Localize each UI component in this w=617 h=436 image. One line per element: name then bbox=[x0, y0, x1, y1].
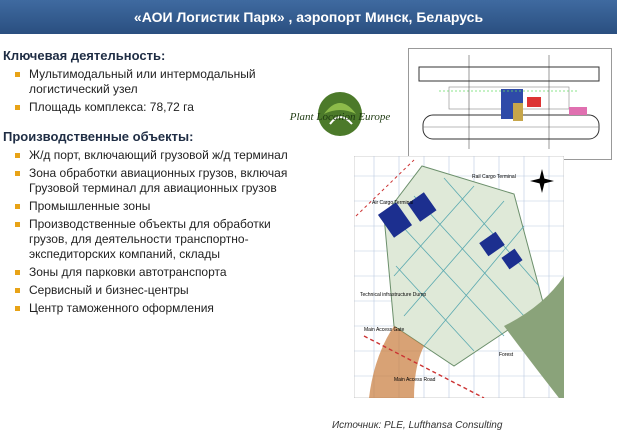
page-title-bar bbox=[0, 0, 617, 34]
list-item: Мультимодальный или интермодальный логистический узел bbox=[3, 67, 303, 97]
label-forest: Forest bbox=[499, 352, 514, 358]
plant-location-europe-logo bbox=[284, 84, 396, 156]
logo-text: Plant Location Europe bbox=[289, 111, 391, 123]
list-item: Площадь комплекса: 78,72 га bbox=[3, 100, 303, 115]
content-column bbox=[3, 48, 303, 319]
list-item: Промышленные зоны bbox=[3, 199, 303, 214]
airport-overview-map bbox=[408, 48, 612, 160]
label-main-access-road: Main Access Road bbox=[394, 377, 436, 383]
key-activity-list bbox=[3, 67, 303, 115]
source-caption: Источник: PLE, Lufthansa Consulting bbox=[332, 420, 503, 431]
list-item: Производственные объекты для обработки грузов, для деятельности транспортно-экспедиторских компаний, склады bbox=[3, 217, 303, 262]
label-main-access-gate: Main Access Gate bbox=[364, 327, 405, 333]
list-item: Ж/д порт, включающий грузовой ж/д терминал bbox=[3, 148, 303, 163]
list-item: Центр таможенного оформления bbox=[3, 301, 303, 316]
list-item: Сервисный и бизнес-центры bbox=[3, 283, 303, 298]
list-item: Зона обработки авиационных грузов, включая Грузовой терминал для авиационных грузов bbox=[3, 166, 303, 196]
label-air-cargo: Air Cargo Terminal bbox=[372, 200, 414, 206]
list-item: Зоны для парковки автотранспорта bbox=[3, 265, 303, 280]
page-title: «АОИ Логистик Парк» , аэропорт Минск, Беларусь bbox=[133, 9, 484, 25]
section-title-facilities: Производственные объекты: bbox=[3, 129, 194, 144]
logistics-park-map bbox=[354, 156, 564, 398]
label-rail-cargo: Rail Cargo Terminal bbox=[472, 174, 516, 180]
label-technical: Technical infrastructure Dump bbox=[360, 292, 427, 298]
facilities-list bbox=[3, 148, 303, 316]
section-title-key-activity: Ключевая деятельность: bbox=[3, 48, 166, 63]
